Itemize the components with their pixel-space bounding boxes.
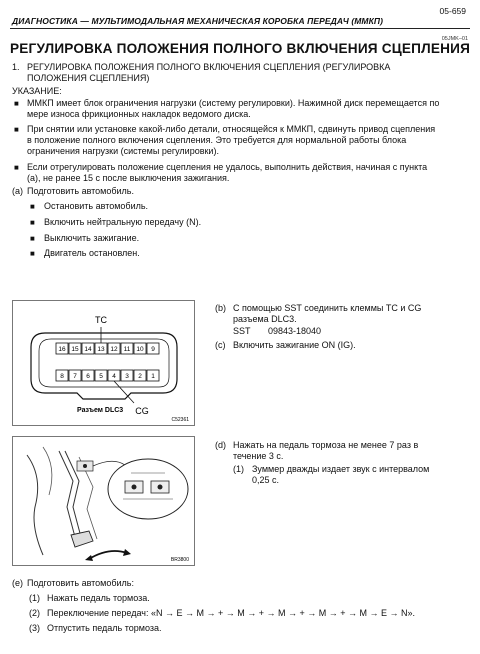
page-number: 05-659 (439, 6, 466, 16)
step-e-item-num: (2) (29, 608, 40, 618)
hint-2-line2: в положение полного включения сцепления. Это требуется для нормальной работы блока (27, 135, 407, 145)
step-c-text: Включить зажигание ON (IG). (233, 340, 356, 350)
pin-label: 8 (60, 373, 64, 380)
list-bullet: ■ (30, 202, 35, 211)
step-d-sub-line1: Зуммер дважды издает звук с интервалом (252, 464, 430, 474)
step-a-item: Остановить автомобиль. (44, 201, 149, 211)
step-d-label: (d) (215, 440, 226, 450)
pin-label: 6 (86, 373, 90, 380)
pedal-arm (59, 451, 75, 537)
step1-title-line1: РЕГУЛИРОВКА ПОЛОЖЕНИЯ ПОЛНОГО ВКЛЮЧЕНИЯ СЦЕПЛЕНИЯ (РЕГУЛИРОВКА (27, 62, 391, 72)
step-e-item: Отпустить педаль тормоза. (47, 623, 162, 633)
step-e-item-num: (1) (29, 593, 40, 603)
step-b-label: (b) (215, 303, 226, 313)
pin-label: 12 (110, 346, 118, 353)
page-title: РЕГУЛИРОВКА ПОЛОЖЕНИЯ ПОЛНОГО ВКЛЮЧЕНИЯ СЦЕПЛЕНИЯ (10, 41, 471, 56)
pin-label: 9 (151, 346, 155, 353)
pin-label: 14 (84, 346, 92, 353)
step-a-text: Подготовить автомобиль. (27, 186, 134, 196)
dlc3-connector-diagram (13, 301, 194, 425)
step-a-item: Включить нейтральную передачу (N). (44, 217, 202, 227)
step-b-line2: разъема DLC3. (233, 314, 297, 324)
step-b-line1: С помощью SST соединить клеммы TC и CG (233, 303, 422, 313)
hint-1-line1: ММКП имеет блок ограничения нагрузки (систему регулировки). Нажимной диск перемещается по (27, 98, 440, 108)
hint-label: УКАЗАНИЕ: (12, 86, 62, 96)
list-bullet: ■ (30, 249, 35, 258)
top-pin-row (56, 343, 159, 354)
step-a-label: (a) (12, 186, 23, 196)
step-e-text: Подготовить автомобиль: (27, 578, 134, 588)
doc-code: 05JMK–01 (441, 36, 468, 42)
list-bullet: ■ (30, 218, 35, 227)
hint-bullet: ■ (14, 163, 19, 172)
figure-code: C52361 (171, 417, 189, 423)
bottom-pin-row (56, 370, 159, 381)
sst-label: SST (233, 326, 251, 336)
pin-label: 7 (73, 373, 77, 380)
step-d-sub-label: (1) (233, 464, 244, 474)
press-direction-arrow (89, 551, 127, 559)
step-d-sub-line2: 0,25 с. (252, 475, 280, 485)
hint-2-line1: При снятии или установке какой-либо детали, относящейся к ММКП, сдвинуть привод сцепления (27, 124, 436, 134)
hint-3-line1: Если отрегулировать положение сцепления не удалось, выполнить действия, начиная с пункта (27, 162, 428, 172)
pin-label: 2 (138, 373, 142, 380)
brake-pedal-diagram (13, 437, 194, 565)
pin-label: 11 (123, 346, 131, 353)
pin-label: 5 (99, 373, 103, 380)
tc-label: TC (95, 315, 107, 325)
pin-label: 10 (136, 346, 144, 353)
list-bullet: ■ (30, 234, 35, 243)
hint-2-line3: ограничения нагрузки (системы регулировки). (27, 146, 219, 156)
step-e-item-num: (3) (29, 623, 40, 633)
figure-brake-pedal (12, 436, 195, 566)
step-a-item: Двигатель остановлен. (44, 248, 140, 258)
pin-label-tc: 13 (97, 346, 105, 353)
detail-zoom-circle (108, 459, 188, 519)
step1-title-line2: ПОЛОЖЕНИЯ СЦЕПЛЕНИЯ) (27, 73, 150, 83)
step-e-label: (e) (12, 578, 23, 588)
pin-label: 1 (151, 373, 155, 380)
step-e-item: Переключение передач: «N → E → M → + → M → + → M → + → M → + → M → E → N». (47, 608, 416, 618)
pin-label: 3 (125, 373, 129, 380)
figure-dlc3 (12, 300, 195, 426)
sst-value: 09843-18040 (268, 326, 322, 336)
step-e-item: Нажать педаль тормоза. (47, 593, 150, 603)
header-rule (10, 28, 470, 29)
hint-bullet: ■ (14, 99, 19, 108)
figure-caption: Разъем DLC3 (77, 407, 124, 414)
hint-3-line2: (а), не ранее 15 с после выключения зажигания. (27, 173, 230, 183)
step-d-line1: Нажать на педаль тормоза не менее 7 раз в (233, 440, 419, 450)
pin-label: 16 (58, 346, 66, 353)
hint-1-line2: мере износа фрикционных накладок ведомого диска. (27, 109, 251, 119)
hint-bullet: ■ (14, 125, 19, 134)
body-panel-line (27, 455, 43, 555)
step1-number: 1. (12, 62, 20, 72)
step-d-line2: течение 3 с. (233, 451, 284, 461)
step-c-label: (c) (215, 340, 226, 350)
pin-label-cg: 4 (112, 373, 116, 380)
cg-label: CG (135, 406, 149, 416)
cg-leader-line (114, 381, 134, 403)
section-header: ДИАГНОСТИКА — МУЛЬТИМОДАЛЬНАЯ МЕХАНИЧЕСКАЯ КОРОБКА ПЕРЕДАЧ (ММКП) (12, 16, 384, 26)
figure-code: BR3800 (170, 557, 189, 563)
pin-label: 15 (71, 346, 79, 353)
step-a-item: Выключить зажигание. (44, 233, 140, 243)
